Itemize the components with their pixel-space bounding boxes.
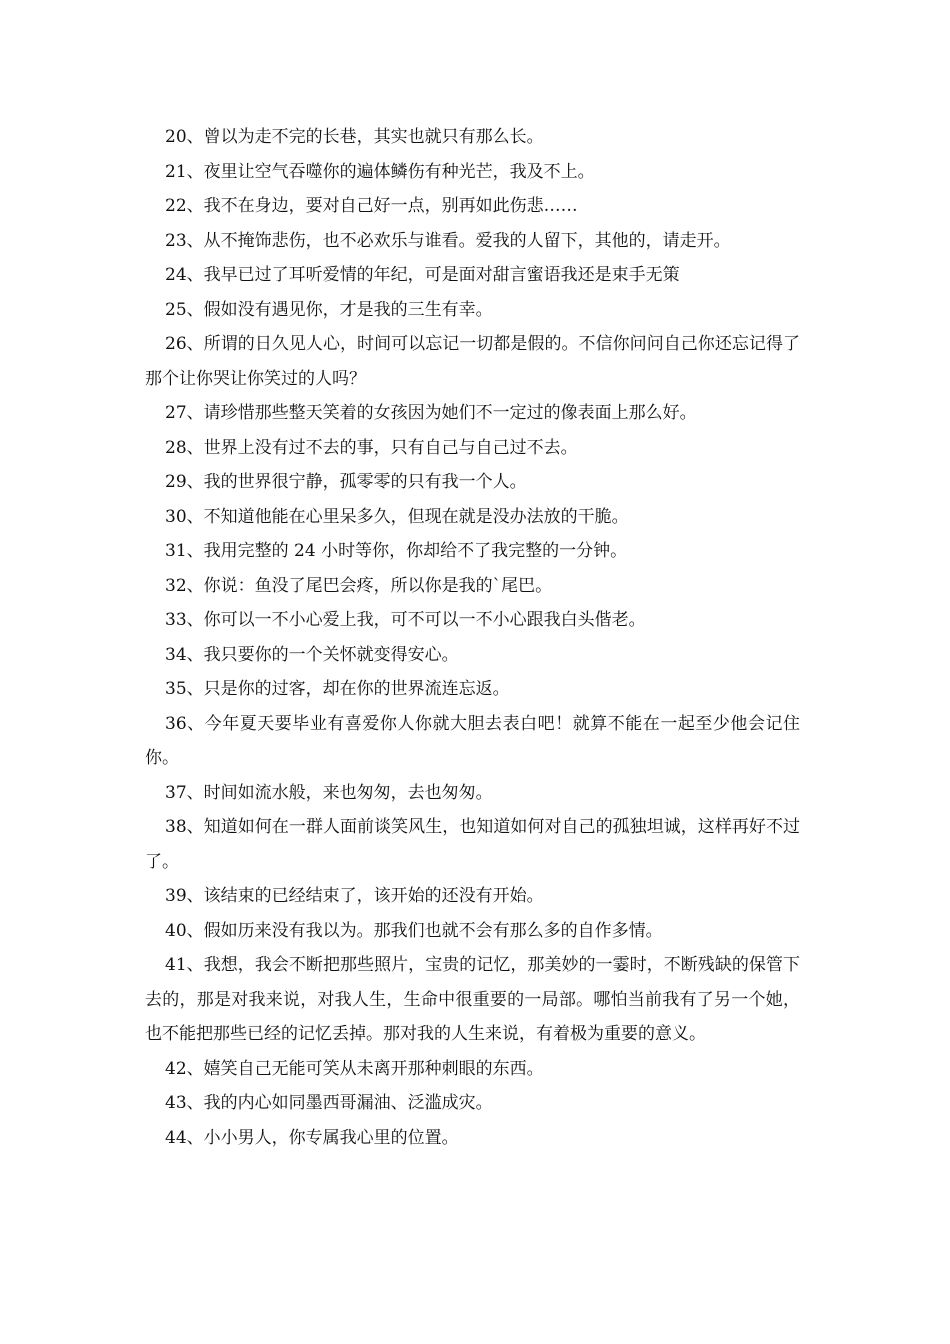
document-body	[145, 120, 800, 1155]
list-item: 31、我用完整的 24 小时等你，你却给不了我完整的一分钟。	[165, 541, 628, 561]
list-item: 33、你可以一不小心爱上我，可不可以一不小心跟我白头偕老。	[165, 610, 646, 630]
list-item: 32、你说：鱼没了尾巴会疼，所以你是我的`尾巴。	[165, 575, 553, 596]
list-item: 35、只是你的过客，却在你的世界流连忘返。	[165, 679, 510, 699]
list-item: 26、所谓的日久见人心，时间可以忘记一切都是假的。不信你问问自己你还忘记得了那个让你哭让你笑过的人吗？	[145, 334, 800, 389]
list-item: 43、我的内心如同墨西哥漏油、泛滥成灾。	[165, 1093, 493, 1113]
list-item: 24、我早已过了耳听爱情的年纪，可是面对甜言蜜语我还是束手无策	[165, 265, 680, 285]
list-item: 27、请珍惜那些整天笑着的女孩因为她们不一定过的像表面上那么好。	[165, 403, 697, 423]
list-item: 20、曾以为走不完的长巷，其实也就只有那么长。	[165, 127, 544, 147]
list-item: 41、我想，我会不断把那些照片，宝贵的记忆，那美妙的一霎时，不断残缺的保管下去的，那是对我来说，对我人生，生命中很重要的一局部。哪怕当前我有了另一个她，也不能把那些已经的记忆丢掉。那对我的人生来说，有着极为重要的意义。	[145, 955, 800, 1044]
list-item: 22、我不在身边，要对自己好一点，别再如此伤悲……	[165, 196, 578, 216]
list-item: 21、夜里让空气吞噬你的遍体鳞伤有种光芒，我及不上。	[165, 161, 595, 182]
list-item: 37、时间如流水般，来也匆匆，去也匆匆。	[165, 782, 493, 803]
list-item: 42、嬉笑自己无能可笑从未离开那种刺眼的东西。	[165, 1058, 544, 1079]
list-item: 44、小小男人，你专属我心里的位置。	[165, 1127, 459, 1148]
list-item: 34、我只要你的一个关怀就变得安心。	[165, 644, 459, 665]
list-item: 38、知道如何在一群人面前谈笑风生，也知道如何对自己的孤独坦诚，这样再好不过了。	[145, 817, 800, 872]
list-item: 29、我的世界很宁静，孤零零的只有我一个人。	[165, 472, 527, 492]
list-item: 39、该结束的已经结束了，该开始的还没有开始。	[165, 886, 544, 906]
list-item: 25、假如没有遇见你，才是我的三生有幸。	[165, 299, 493, 320]
list-item: 30、不知道他能在心里呆多久，但现在就是没办法放的干脆。	[165, 506, 629, 527]
list-item: 23、从不掩饰悲伤，也不必欢乐与谁看。爱我的人留下，其他的，请走开。	[165, 230, 731, 251]
list-item: 36、今年夏天要毕业有喜爱你人你就大胆去表白吧！就算不能在一起至少他会记住你。	[145, 713, 800, 768]
list-item: 28、世界上没有过不去的事，只有自己与自己过不去。	[165, 437, 578, 458]
list-item: 40、假如历来没有我以为。那我们也就不会有那么多的自作多情。	[165, 920, 663, 941]
